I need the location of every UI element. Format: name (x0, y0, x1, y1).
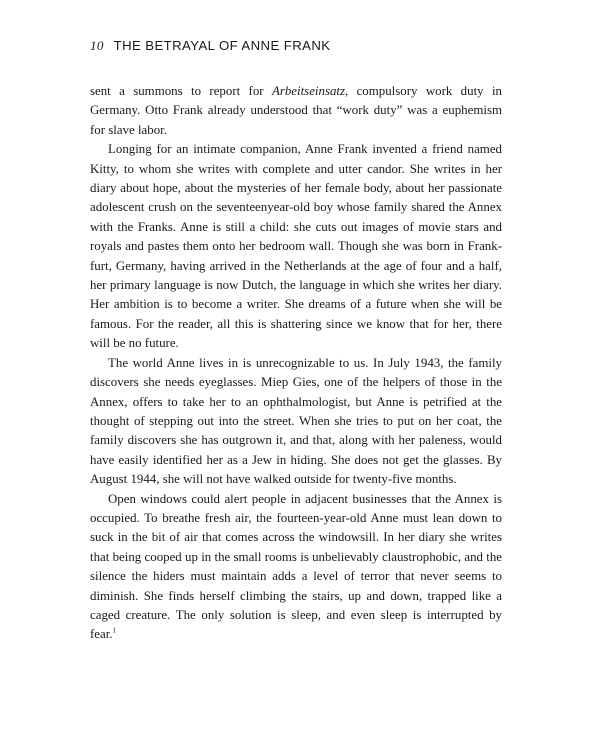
page-number: 10 (90, 38, 104, 53)
running-head (90, 38, 330, 54)
paragraph-2: Longing for an intimate companion, Anne Frank invented a friend named Kitty, to whom she writes with complete and utter candor. She writes in her diary about hope, about the mysteries of her female body, about her passionate adolescent crush on the seventeenyear-old boy whose family shared the Annex with the Franks. Anne is still a child: she cuts out images of movie stars and royals and pastes them onto her bedroom wall. Though she was born in Frankfurt, Germany, having arrived in the Netherlands at the age of four and a half, her primary language is now Dutch, the language in which she writes her diary. Her ambition is to become a writer. She dreams of a future when she will be famous. For the reader, all this is shattering since we know that for her, there will be no future. (90, 142, 502, 351)
footnote-marker[interactable]: 1 (112, 627, 117, 636)
paragraph-1-pre: sent a summons to report for (90, 84, 272, 98)
paragraph-4-text: Open windows could alert people in adjacent businesses that the Annex is occupied. To breathe fresh air, the fourteen-year-old Anne must lean down to suck in the bit of air that comes across the windowsill. In her diary she writes that being cooped up in the small rooms is unbelievably claustrophobic, and the silence the hiders must maintain adds a level of terror that never seems to diminish. She finds herself climbing the stairs, up and down, trapped like a caged creature. The only solution is sleep, and even sleep is interrupted by fear. (90, 491, 502, 642)
body-text (90, 82, 502, 645)
paragraph-1 (90, 82, 502, 140)
paragraph-4 (90, 490, 502, 645)
book-title: THE BETRAYAL OF ANNE FRANK (113, 38, 331, 53)
italic-term-arbeitseinsatz: Arbeitseinsatz (271, 84, 345, 98)
paragraph-3: The world Anne lives in is unrecognizable to us. In July 1943, the family discovers she needs eyeglasses. Miep Gies, one of the helpers of those in the Annex, offers to take her to an ophthalmologist, but Anne is petrified at the thought of stepping out into the street. When she tries to put on her coat, the family discovers she has outgrown it, and that, along with her paleness, would have easily identified her as a Jew in hiding. She does not get the glasses. By August 1944, she will not have walked outside for twenty-five months. (90, 355, 502, 487)
paragraph-1-post: , compulsory work duty in Germany. Otto Frank already understood that “work duty” was a euphemism for slave labor. (90, 84, 502, 137)
